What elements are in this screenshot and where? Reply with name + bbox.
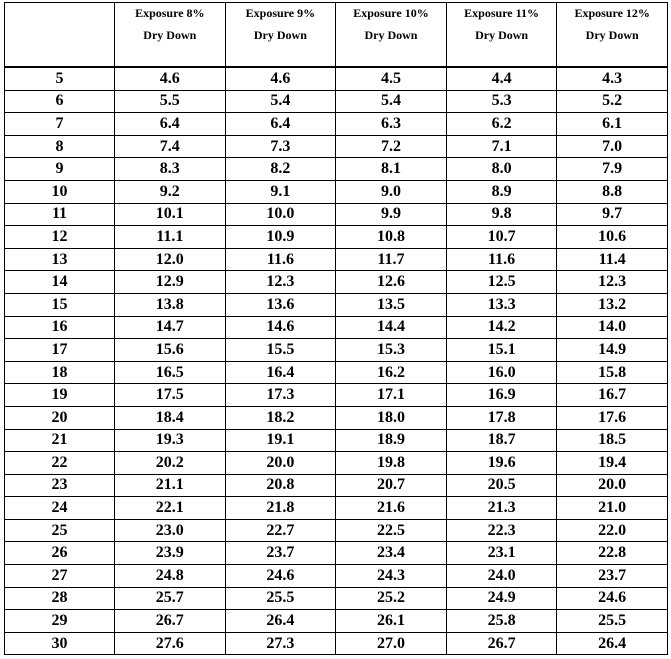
value-cell: 14.9 bbox=[557, 339, 668, 362]
row-label-cell: 14 bbox=[5, 271, 115, 294]
value-cell: 13.5 bbox=[336, 293, 447, 316]
value-cell: 24.0 bbox=[446, 565, 557, 588]
table-row bbox=[5, 497, 668, 520]
header-cell-exposure bbox=[115, 3, 226, 68]
value-cell: 13.2 bbox=[557, 293, 668, 316]
value-cell: 11.4 bbox=[557, 248, 668, 271]
value-cell: 5.4 bbox=[225, 90, 336, 113]
value-cell: 6.4 bbox=[225, 113, 336, 136]
value-cell: 19.4 bbox=[557, 452, 668, 475]
table-row bbox=[5, 90, 668, 113]
table-row bbox=[5, 587, 668, 610]
value-cell: 16.4 bbox=[225, 361, 336, 384]
header-dry-down-label: Dry Down bbox=[364, 28, 418, 42]
value-cell: 6.3 bbox=[336, 113, 447, 136]
value-cell: 22.8 bbox=[557, 542, 668, 565]
value-cell: 17.8 bbox=[446, 406, 557, 429]
value-cell: 20.0 bbox=[225, 452, 336, 475]
value-cell: 27.0 bbox=[336, 632, 447, 655]
value-cell: 10.9 bbox=[225, 226, 336, 249]
row-label-cell: 12 bbox=[5, 226, 115, 249]
value-cell: 23.7 bbox=[225, 542, 336, 565]
row-label-cell: 26 bbox=[5, 542, 115, 565]
value-cell: 22.7 bbox=[225, 519, 336, 542]
value-cell: 7.9 bbox=[557, 158, 668, 181]
header-exposure-label: Exposure 8% bbox=[135, 6, 205, 20]
header-dry-down-label: Dry Down bbox=[253, 28, 307, 42]
value-cell: 8.8 bbox=[557, 180, 668, 203]
table-row bbox=[5, 67, 668, 90]
value-cell: 26.4 bbox=[557, 632, 668, 655]
row-label-cell: 24 bbox=[5, 497, 115, 520]
value-cell: 26.7 bbox=[446, 632, 557, 655]
table-row bbox=[5, 361, 668, 384]
value-cell: 9.1 bbox=[225, 180, 336, 203]
dry-down-table bbox=[4, 2, 668, 655]
value-cell: 19.6 bbox=[446, 452, 557, 475]
table-row bbox=[5, 158, 668, 181]
value-cell: 9.7 bbox=[557, 203, 668, 226]
value-cell: 16.0 bbox=[446, 361, 557, 384]
value-cell: 9.9 bbox=[336, 203, 447, 226]
value-cell: 21.8 bbox=[225, 497, 336, 520]
value-cell: 24.6 bbox=[225, 565, 336, 588]
value-cell: 24.3 bbox=[336, 565, 447, 588]
value-cell: 23.4 bbox=[336, 542, 447, 565]
row-label-cell: 6 bbox=[5, 90, 115, 113]
value-cell: 17.3 bbox=[225, 384, 336, 407]
row-label-cell: 25 bbox=[5, 519, 115, 542]
value-cell: 27.6 bbox=[115, 632, 226, 655]
value-cell: 4.4 bbox=[446, 67, 557, 90]
value-cell: 23.0 bbox=[115, 519, 226, 542]
dry-down-table-container bbox=[4, 2, 667, 655]
row-label-cell: 11 bbox=[5, 203, 115, 226]
value-cell: 22.5 bbox=[336, 519, 447, 542]
value-cell: 6.1 bbox=[557, 113, 668, 136]
table-header bbox=[5, 3, 668, 68]
value-cell: 23.9 bbox=[115, 542, 226, 565]
header-cell-blank bbox=[5, 3, 115, 68]
value-cell: 17.6 bbox=[557, 406, 668, 429]
value-cell: 15.8 bbox=[557, 361, 668, 384]
value-cell: 11.6 bbox=[225, 248, 336, 271]
value-cell: 4.5 bbox=[336, 67, 447, 90]
value-cell: 11.1 bbox=[115, 226, 226, 249]
table-row bbox=[5, 316, 668, 339]
value-cell: 22.0 bbox=[557, 519, 668, 542]
value-cell: 10.6 bbox=[557, 226, 668, 249]
row-label-cell: 29 bbox=[5, 610, 115, 633]
header-exposure-label: Exposure 9% bbox=[245, 6, 316, 20]
value-cell: 12.9 bbox=[115, 271, 226, 294]
value-cell: 21.3 bbox=[446, 497, 557, 520]
value-cell: 23.7 bbox=[557, 565, 668, 588]
value-cell: 7.4 bbox=[115, 135, 226, 158]
value-cell: 18.4 bbox=[115, 406, 226, 429]
value-cell: 12.6 bbox=[336, 271, 447, 294]
value-cell: 8.1 bbox=[336, 158, 447, 181]
value-cell: 9.0 bbox=[336, 180, 447, 203]
value-cell: 24.9 bbox=[446, 587, 557, 610]
row-label-cell: 9 bbox=[5, 158, 115, 181]
value-cell: 16.5 bbox=[115, 361, 226, 384]
table-row bbox=[5, 135, 668, 158]
row-label-cell: 28 bbox=[5, 587, 115, 610]
value-cell: 6.2 bbox=[446, 113, 557, 136]
header-dry-down-label: Dry Down bbox=[475, 28, 529, 42]
value-cell: 10.0 bbox=[225, 203, 336, 226]
value-cell: 20.8 bbox=[225, 474, 336, 497]
value-cell: 16.9 bbox=[446, 384, 557, 407]
row-label-cell: 16 bbox=[5, 316, 115, 339]
value-cell: 26.1 bbox=[336, 610, 447, 633]
row-label-cell: 5 bbox=[5, 67, 115, 90]
header-exposure-label: Exposure 11% bbox=[464, 6, 539, 20]
value-cell: 9.2 bbox=[115, 180, 226, 203]
row-label-cell: 30 bbox=[5, 632, 115, 655]
header-exposure-label: Exposure 12% bbox=[574, 6, 650, 20]
value-cell: 24.6 bbox=[557, 587, 668, 610]
value-cell: 27.3 bbox=[225, 632, 336, 655]
row-label-cell: 18 bbox=[5, 361, 115, 384]
value-cell: 26.4 bbox=[225, 610, 336, 633]
value-cell: 19.8 bbox=[336, 452, 447, 475]
table-row bbox=[5, 271, 668, 294]
value-cell: 19.3 bbox=[115, 429, 226, 452]
value-cell: 22.1 bbox=[115, 497, 226, 520]
value-cell: 22.3 bbox=[446, 519, 557, 542]
row-label-cell: 7 bbox=[5, 113, 115, 136]
value-cell: 20.5 bbox=[446, 474, 557, 497]
value-cell: 14.0 bbox=[557, 316, 668, 339]
table-row bbox=[5, 565, 668, 588]
value-cell: 21.1 bbox=[115, 474, 226, 497]
value-cell: 17.5 bbox=[115, 384, 226, 407]
value-cell: 7.2 bbox=[336, 135, 447, 158]
value-cell: 5.4 bbox=[336, 90, 447, 113]
value-cell: 16.2 bbox=[336, 361, 447, 384]
value-cell: 20.0 bbox=[557, 474, 668, 497]
table-row bbox=[5, 519, 668, 542]
value-cell: 5.5 bbox=[115, 90, 226, 113]
value-cell: 10.8 bbox=[336, 226, 447, 249]
table-row bbox=[5, 429, 668, 452]
value-cell: 4.6 bbox=[225, 67, 336, 90]
table-row bbox=[5, 339, 668, 362]
value-cell: 18.7 bbox=[446, 429, 557, 452]
value-cell: 13.6 bbox=[225, 293, 336, 316]
row-label-cell: 10 bbox=[5, 180, 115, 203]
value-cell: 10.7 bbox=[446, 226, 557, 249]
value-cell: 13.3 bbox=[446, 293, 557, 316]
row-label-cell: 22 bbox=[5, 452, 115, 475]
value-cell: 13.8 bbox=[115, 293, 226, 316]
value-cell: 4.3 bbox=[557, 67, 668, 90]
value-cell: 7.3 bbox=[225, 135, 336, 158]
header-cell-exposure bbox=[225, 3, 336, 68]
value-cell: 19.1 bbox=[225, 429, 336, 452]
value-cell: 21.6 bbox=[336, 497, 447, 520]
table-row bbox=[5, 542, 668, 565]
value-cell: 9.8 bbox=[446, 203, 557, 226]
table-row bbox=[5, 113, 668, 136]
value-cell: 4.6 bbox=[115, 67, 226, 90]
row-label-cell: 17 bbox=[5, 339, 115, 362]
table-row bbox=[5, 474, 668, 497]
value-cell: 25.5 bbox=[557, 610, 668, 633]
value-cell: 17.1 bbox=[336, 384, 447, 407]
table-row bbox=[5, 293, 668, 316]
row-label-cell: 15 bbox=[5, 293, 115, 316]
value-cell: 15.6 bbox=[115, 339, 226, 362]
table-body bbox=[5, 67, 668, 655]
row-label-cell: 19 bbox=[5, 384, 115, 407]
value-cell: 25.5 bbox=[225, 587, 336, 610]
value-cell: 8.0 bbox=[446, 158, 557, 181]
value-cell: 7.0 bbox=[557, 135, 668, 158]
value-cell: 18.0 bbox=[336, 406, 447, 429]
value-cell: 15.3 bbox=[336, 339, 447, 362]
value-cell: 11.6 bbox=[446, 248, 557, 271]
value-cell: 20.7 bbox=[336, 474, 447, 497]
value-cell: 8.3 bbox=[115, 158, 226, 181]
value-cell: 25.8 bbox=[446, 610, 557, 633]
row-label-cell: 13 bbox=[5, 248, 115, 271]
value-cell: 8.2 bbox=[225, 158, 336, 181]
row-label-cell: 8 bbox=[5, 135, 115, 158]
value-cell: 26.7 bbox=[115, 610, 226, 633]
row-label-cell: 20 bbox=[5, 406, 115, 429]
value-cell: 15.1 bbox=[446, 339, 557, 362]
value-cell: 25.2 bbox=[336, 587, 447, 610]
table-row bbox=[5, 610, 668, 633]
header-exposure-label: Exposure 10% bbox=[353, 6, 429, 20]
header-dry-down-label: Dry Down bbox=[585, 28, 639, 42]
value-cell: 11.7 bbox=[336, 248, 447, 271]
value-cell: 14.7 bbox=[115, 316, 226, 339]
value-cell: 14.4 bbox=[336, 316, 447, 339]
value-cell: 12.0 bbox=[115, 248, 226, 271]
value-cell: 14.6 bbox=[225, 316, 336, 339]
value-cell: 21.0 bbox=[557, 497, 668, 520]
value-cell: 12.3 bbox=[225, 271, 336, 294]
value-cell: 5.3 bbox=[446, 90, 557, 113]
table-row bbox=[5, 248, 668, 271]
value-cell: 7.1 bbox=[446, 135, 557, 158]
value-cell: 5.2 bbox=[557, 90, 668, 113]
value-cell: 12.5 bbox=[446, 271, 557, 294]
row-label-cell: 23 bbox=[5, 474, 115, 497]
value-cell: 18.2 bbox=[225, 406, 336, 429]
value-cell: 8.9 bbox=[446, 180, 557, 203]
value-cell: 15.5 bbox=[225, 339, 336, 362]
table-row bbox=[5, 226, 668, 249]
table-row bbox=[5, 632, 668, 655]
value-cell: 14.2 bbox=[446, 316, 557, 339]
value-cell: 24.8 bbox=[115, 565, 226, 588]
value-cell: 12.3 bbox=[557, 271, 668, 294]
value-cell: 6.4 bbox=[115, 113, 226, 136]
value-cell: 18.5 bbox=[557, 429, 668, 452]
table-row bbox=[5, 406, 668, 429]
table-row bbox=[5, 384, 668, 407]
header-row bbox=[5, 3, 668, 68]
value-cell: 16.7 bbox=[557, 384, 668, 407]
row-label-cell: 27 bbox=[5, 565, 115, 588]
value-cell: 18.9 bbox=[336, 429, 447, 452]
value-cell: 23.1 bbox=[446, 542, 557, 565]
value-cell: 20.2 bbox=[115, 452, 226, 475]
header-cell-exposure bbox=[336, 3, 447, 68]
table-row bbox=[5, 203, 668, 226]
header-cell-exposure bbox=[446, 3, 557, 68]
table-row bbox=[5, 180, 668, 203]
value-cell: 10.1 bbox=[115, 203, 226, 226]
header-cell-exposure bbox=[557, 3, 668, 68]
table-row bbox=[5, 452, 668, 475]
header-dry-down-label: Dry Down bbox=[143, 28, 197, 42]
value-cell: 25.7 bbox=[115, 587, 226, 610]
row-label-cell: 21 bbox=[5, 429, 115, 452]
